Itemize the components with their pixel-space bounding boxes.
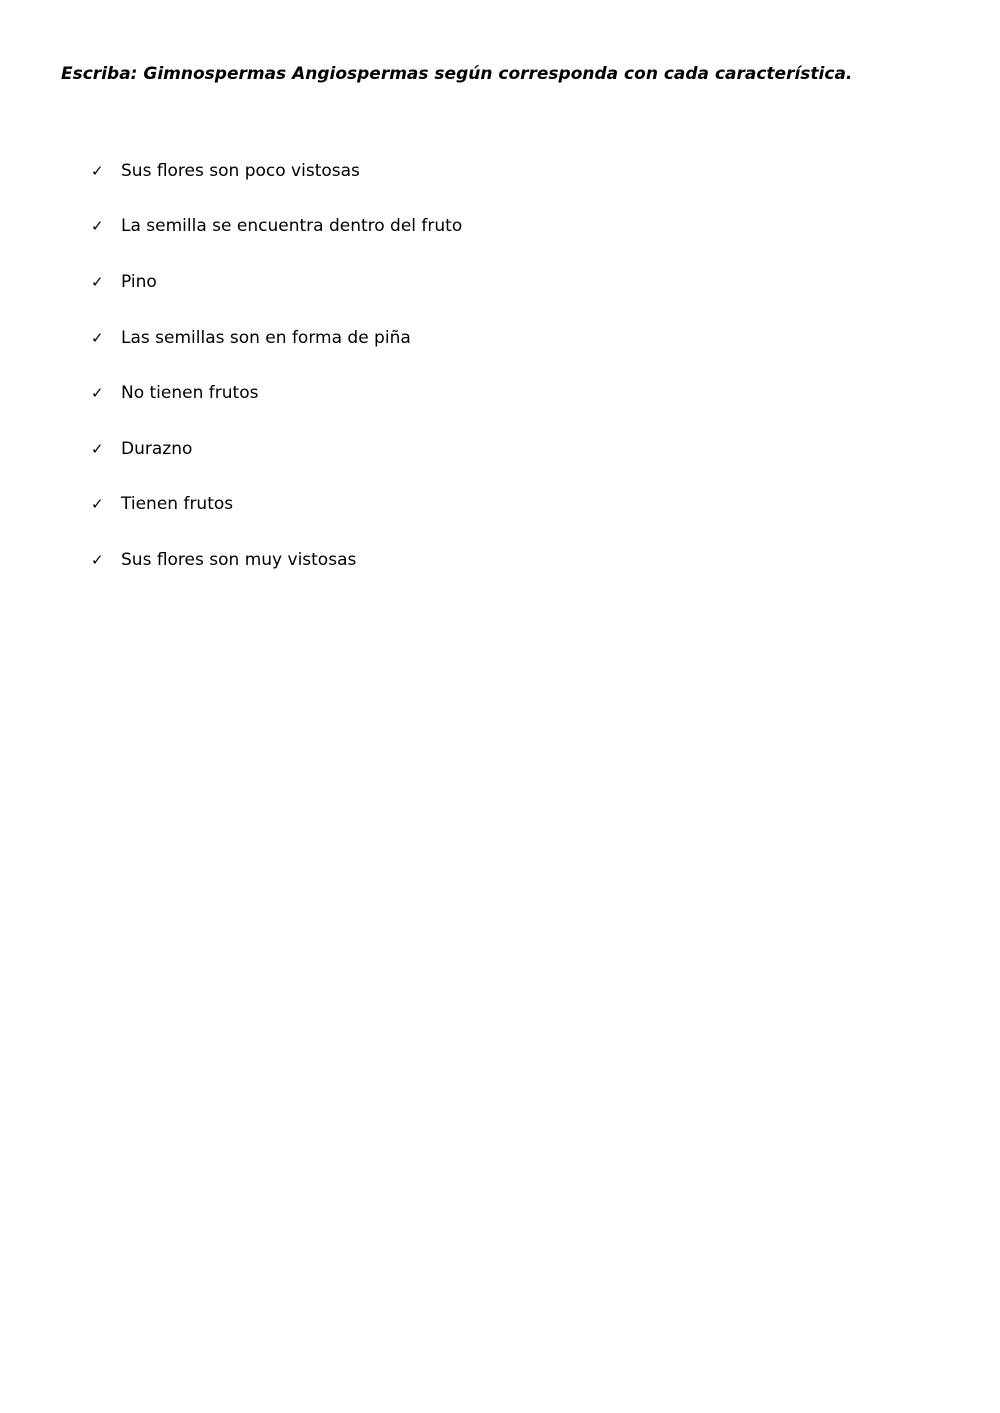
check-mark-icon: ✓ bbox=[91, 161, 104, 180]
check-mark-icon: ✓ bbox=[91, 272, 104, 291]
list-item bbox=[91, 421, 462, 477]
check-mark-icon: ✓ bbox=[91, 217, 104, 236]
check-mark-icon: ✓ bbox=[91, 439, 104, 458]
check-mark-icon: ✓ bbox=[91, 495, 104, 514]
check-mark-icon: ✓ bbox=[91, 384, 104, 403]
list-item bbox=[91, 365, 462, 421]
characteristics-list bbox=[91, 143, 462, 588]
list-item-text: Sus flores son muy vistosas bbox=[121, 549, 357, 570]
check-mark-icon: ✓ bbox=[91, 550, 104, 569]
list-item-text: La semilla se encuentra dentro del fruto bbox=[121, 216, 463, 237]
list-item-text: Pino bbox=[121, 271, 157, 292]
instruction-heading: Escriba: Gimnospermas Angiospermas según corresponda con cada característica. bbox=[61, 64, 853, 84]
list-item bbox=[91, 143, 462, 199]
list-item bbox=[91, 532, 462, 588]
list-item-text: Tienen frutos bbox=[121, 494, 234, 515]
list-item bbox=[91, 254, 462, 310]
check-mark-icon: ✓ bbox=[91, 328, 104, 347]
list-item-text: Durazno bbox=[121, 438, 193, 459]
list-item-text: Sus flores son poco vistosas bbox=[121, 160, 360, 181]
list-item-text: No tienen frutos bbox=[121, 383, 259, 404]
list-item bbox=[91, 199, 462, 255]
list-item bbox=[91, 477, 462, 533]
list-item bbox=[91, 310, 462, 366]
list-item-text: Las semillas son en forma de piña bbox=[121, 327, 411, 348]
